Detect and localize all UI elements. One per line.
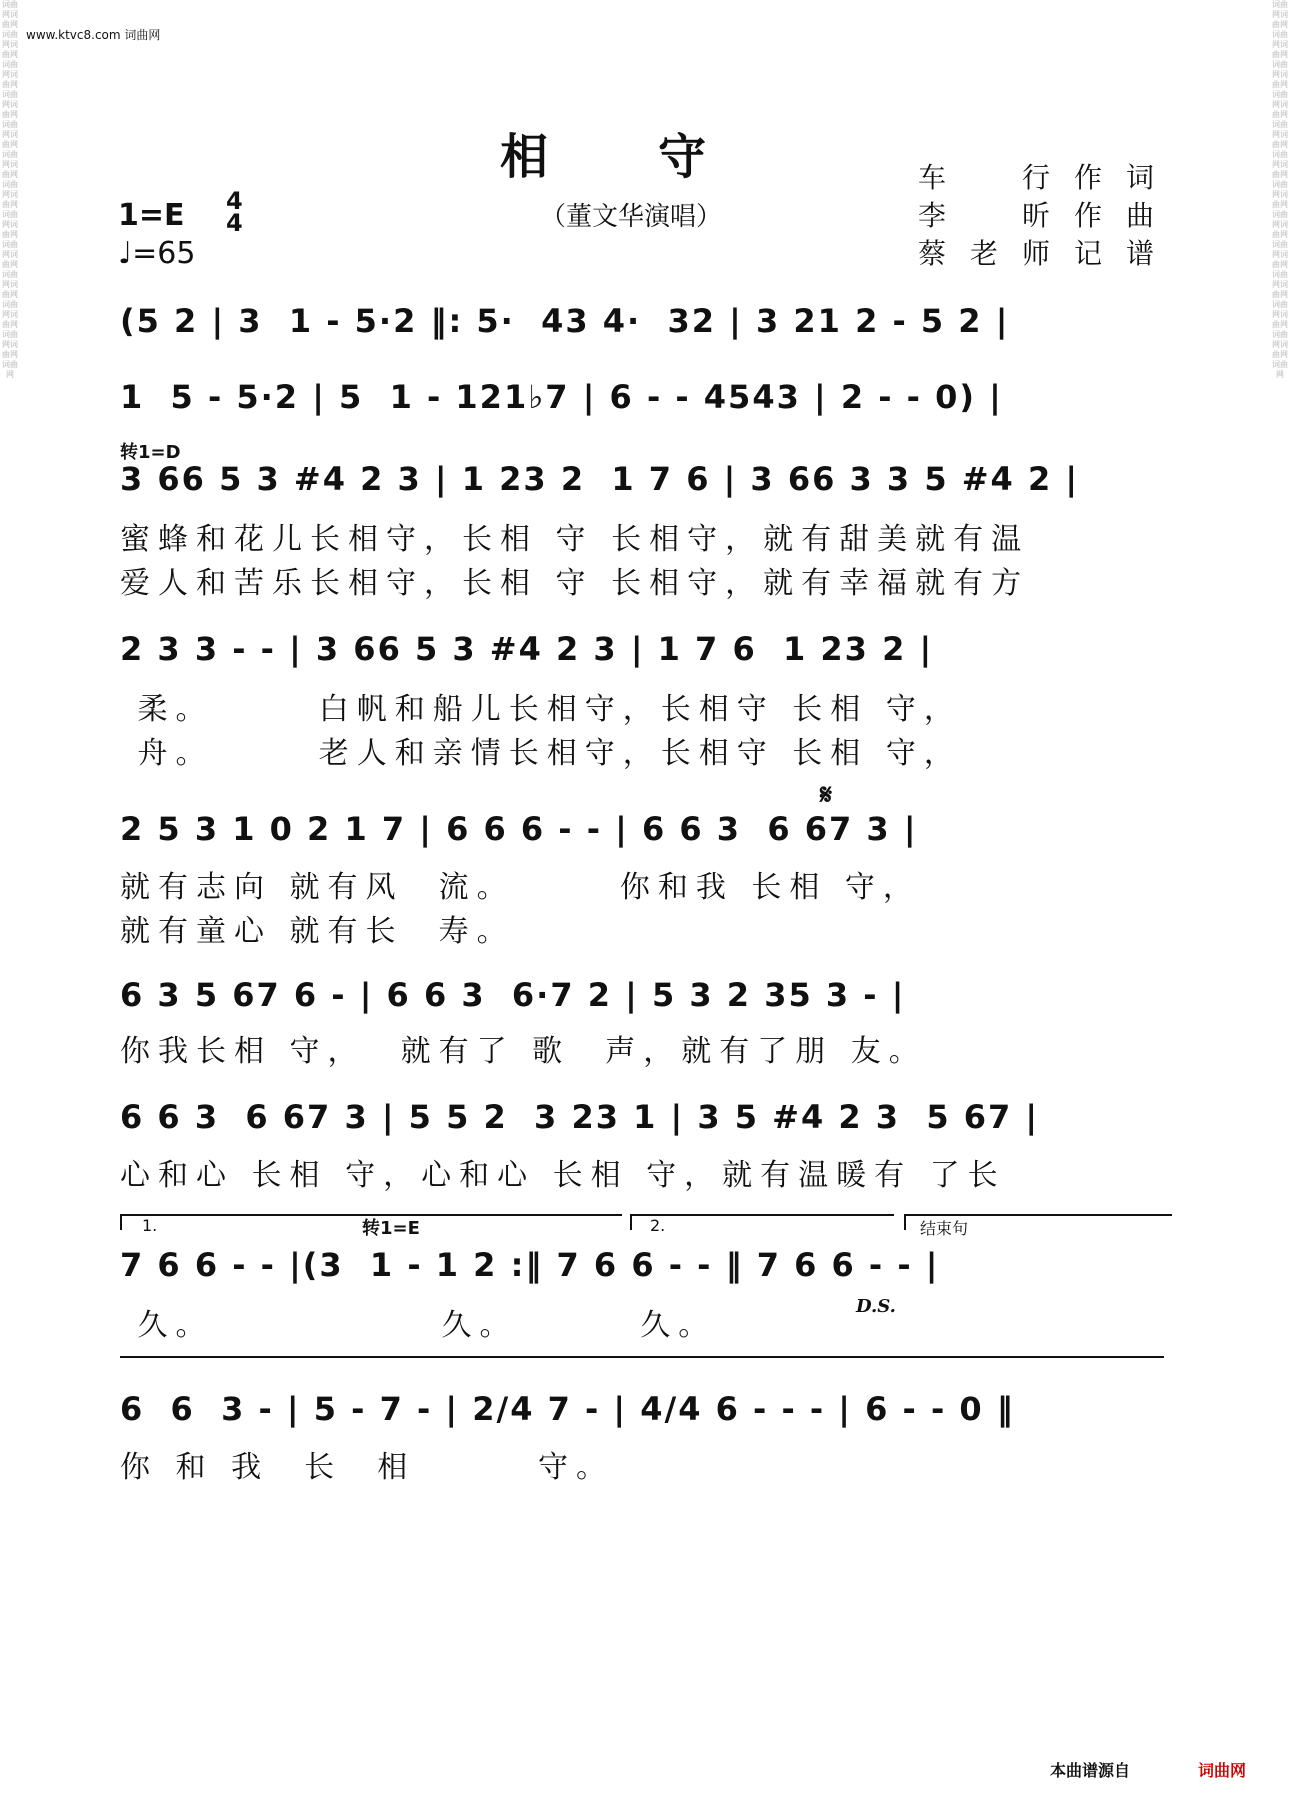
song-title: 相守 — [500, 129, 817, 185]
ending-1-label: 1. — [142, 1216, 158, 1235]
score-row-5: 2 5 3 1 0 2 1 7 | 6 6 6 - - | 6 6 3 6 67 3 | — [120, 810, 918, 848]
score-row-4: 2 3 3 - - | 3 66 5 3 #4 2 3 | 1 7 6 1 23 2 | — [120, 630, 934, 668]
lyrics-row-5-verse-1: 就有志向 就有风 流。 你和我 长相 守， — [120, 870, 921, 905]
key-change-e: 转1=E — [362, 1218, 420, 1239]
key-signature: 1=E — [118, 198, 185, 233]
lyrics-row-9: 你 和 我 长 相 守。 — [120, 1450, 614, 1485]
lyrics-row-4-verse-1: 柔。 白帆和船儿长相守，长相守 长相 守， — [120, 692, 962, 727]
slur-line — [120, 1356, 1164, 1358]
lyrics-row-5-verse-2: 就有童心 就有长 寿。 — [120, 914, 515, 949]
tempo-marking: ♩=65 — [118, 236, 196, 271]
score-row-6: 6 3 5 67 6 - | 6 6 3 6·7 2 | 5 3 2 35 3 - | — [120, 976, 906, 1014]
lyrics-row-8: 久。 久。 久。 — [120, 1308, 717, 1343]
footer-site-link[interactable]: 词曲网 — [1198, 1761, 1247, 1780]
ending-2-label: 2. — [650, 1216, 666, 1235]
time-top: 4 — [226, 187, 243, 215]
time-signature — [226, 187, 243, 237]
lyrics-row-3-verse-2: 爱人和苦乐长相守，长相 守 长相守，就有幸福就有方 — [120, 566, 1030, 601]
lyrics-row-3-verse-1: 蜜蜂和花儿长相守，长相 守 长相守，就有甜美就有温 — [120, 522, 1030, 557]
ending-bracket-2 — [630, 1214, 894, 1230]
score-row-1: (5 2 | 3 1 - 5·2 ‖: 5· 43 4· 32 | 3 21 2 - 5 2 | — [120, 302, 1010, 340]
transcriber-credit: 蔡老师记谱 — [918, 237, 1179, 270]
score-row-7: 6 6 3 6 67 3 | 5 5 2 3 23 1 | 3 5 #4 2 3 5 67 | — [120, 1098, 1040, 1136]
score-row-2: 1 5 - 5·2 | 5 1 - 121♭7 | 6 - - 4543 | 2 - - 0) | — [120, 378, 1003, 416]
time-bottom: 4 — [226, 209, 243, 237]
footer-source-text: 本曲谱源自 — [1050, 1761, 1131, 1780]
side-watermark-left: 词曲网词曲网词曲网词曲网词曲网词曲网词曲网词曲网词曲网词曲网词曲网词曲网词曲网词曲网词曲网词曲网词曲网词曲网词曲网词曲网词曲网词曲网词曲网词曲网词曲网 — [2, 0, 18, 379]
key-change-d: 转1=D — [120, 442, 181, 463]
site-url-watermark: www.ktvc8.com 词曲网 — [26, 28, 161, 42]
side-watermark-right: 词曲网词曲网词曲网词曲网词曲网词曲网词曲网词曲网词曲网词曲网词曲网词曲网词曲网词曲网词曲网词曲网词曲网词曲网词曲网词曲网词曲网词曲网词曲网词曲网词曲网 — [1272, 0, 1288, 379]
dal-segno-mark: D.S. — [856, 1296, 896, 1317]
score-row-3: 3 66 5 3 #4 2 3 | 1 23 2 1 7 6 | 3 66 3 3 5 #4 2 | — [120, 460, 1080, 498]
lyrics-row-6: 你我长相 守， 就有了 歌 声，就有了朋 友。 — [120, 1034, 927, 1069]
lyrics-row-7: 心和心 长相 守，心和心 长相 守，就有温暖有 了长 — [120, 1158, 1006, 1193]
coda-label: 结束句 — [920, 1219, 969, 1238]
singer-subtitle: （董文华演唱） — [540, 202, 723, 232]
segno-sign: 𝄋 — [820, 778, 833, 811]
lyricist-credit: 车 行作词 — [918, 161, 1179, 194]
score-row-9: 6 6 3 - | 5 - 7 - | 2/4 7 - | 4/4 6 - - - | 6 - - 0 ‖ — [120, 1390, 1015, 1428]
lyrics-row-4-verse-2: 舟。 老人和亲情长相守，长相守 长相 守， — [120, 736, 962, 771]
composer-credit: 李 昕作曲 — [918, 199, 1179, 232]
score-row-8: 7 6 6 - - |(3 1 - 1 2 :‖ 7 6 6 - - ‖ 7 6 6 - - | — [120, 1246, 940, 1284]
